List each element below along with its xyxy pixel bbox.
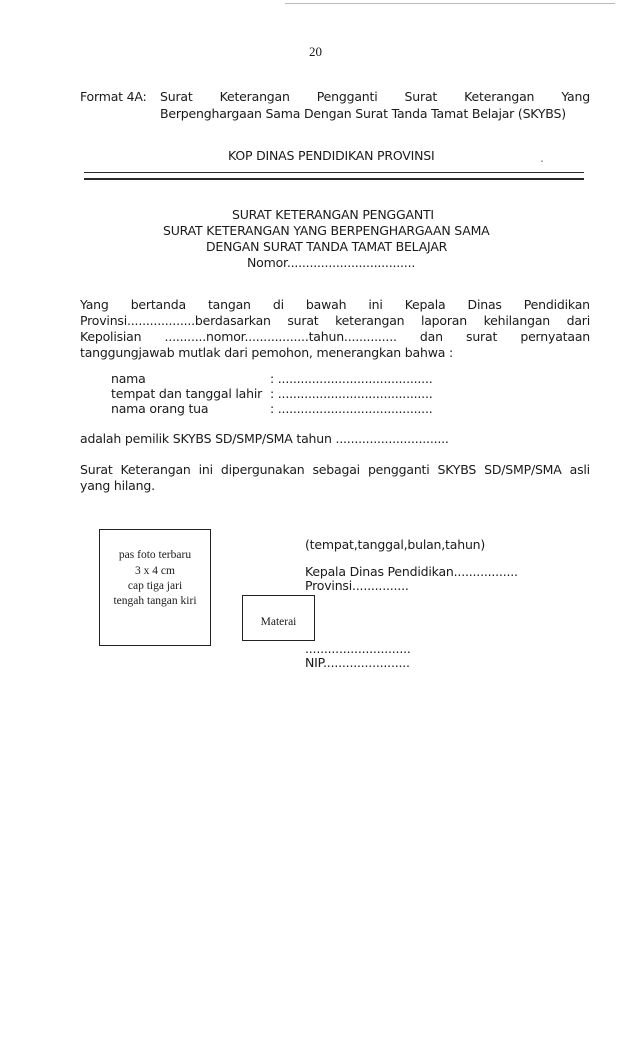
body-word: dan — [419, 329, 443, 344]
body-word: bawah — [305, 297, 347, 312]
body-word: Dinas — [467, 297, 502, 312]
signature-role: Kepala Dinas Pendidikan................. — [305, 564, 518, 579]
photo-box-line4: tengah tangan kiri — [113, 595, 197, 607]
nomor-line: Nomor.................................. — [247, 255, 416, 270]
body-word: laporan — [420, 313, 467, 328]
body-word: tangan — [207, 297, 251, 312]
body-word: ...........nomor.................tahun.............. — [164, 329, 397, 344]
body-word: surat — [287, 313, 319, 328]
body-line2 — [80, 313, 590, 328]
title-line2: SURAT KETERANGAN YANG BERPENGHARGAAN SAMA — [163, 223, 490, 238]
usage-word: ini — [198, 462, 213, 477]
signature-province: Provinsi............... — [305, 578, 409, 593]
field-value-nama: : ......................................... — [270, 371, 433, 386]
photo-box-line2: 3 x 4 cm — [135, 565, 175, 577]
page-number: 20 — [309, 44, 322, 59]
signature-nip: NIP....................... — [305, 655, 410, 670]
format-word: Surat — [160, 89, 193, 104]
usage-line1 — [80, 462, 590, 477]
format-word: Yang — [561, 89, 590, 104]
usage-word: SD/SMP/SMA — [484, 462, 562, 477]
body-word: ini — [368, 297, 383, 312]
body-word: Yang — [80, 297, 109, 312]
signature-place-date: (tempat,tanggal,bulan,tahun) — [305, 537, 486, 552]
format-word: Keterangan — [464, 89, 535, 104]
usage-word: Surat — [80, 462, 113, 477]
usage-word: dipergunakan — [220, 462, 305, 477]
kop-rule-bottom — [84, 178, 584, 180]
field-label-ttl: tempat dan tanggal lahir — [111, 386, 263, 401]
usage-word: Keterangan — [120, 462, 191, 477]
field-label-orangtua: nama orang tua — [111, 401, 209, 416]
kop-rule-top — [84, 172, 584, 173]
body-word: surat — [466, 329, 498, 344]
field-label-nama: nama — [111, 371, 146, 386]
format-word: Surat — [404, 89, 438, 104]
format-title-line2: Berpenghargaan Sama Dengan Surat Tanda Tamat Belajar (SKYBS) — [160, 106, 566, 121]
body-word: keterangan — [335, 313, 405, 328]
body-word: pernyataan — [520, 329, 590, 344]
body-word: Kepala — [404, 297, 446, 312]
materai-box — [242, 595, 315, 641]
signature-name-line: ............................ — [305, 641, 411, 656]
usage-word: SKYBS — [437, 462, 477, 477]
body-line1 — [80, 297, 590, 312]
field-value-ttl: : ......................................... — [270, 386, 433, 401]
format-word: Pengganti — [316, 89, 378, 104]
body-line3 — [80, 329, 590, 344]
usage-word: asli — [569, 462, 590, 477]
photo-box — [99, 529, 211, 646]
format-word: Keterangan — [219, 89, 290, 104]
materai-label: Materai — [260, 616, 297, 628]
photo-box-line1: pas foto terbaru — [118, 549, 192, 561]
kop-stray-mark: . — [540, 150, 544, 165]
title-line1: SURAT KETERANGAN PENGGANTI — [232, 207, 434, 222]
field-value-orangtua: : ......................................... — [270, 401, 433, 416]
kop-heading: KOP DINAS PENDIDIKAN PROVINSI — [228, 148, 435, 163]
usage-word: sebagai — [312, 462, 360, 477]
body-word: di — [272, 297, 284, 312]
format-label: Format 4A: — [80, 89, 147, 104]
photo-box-line3: cap tiga jari — [127, 580, 183, 592]
body-word: Provinsi..................berdasarkan — [80, 313, 271, 328]
usage-line2: yang hilang. — [80, 478, 155, 493]
format-title-line1 — [160, 89, 590, 104]
body-word: dari — [566, 313, 590, 328]
body-word: bertanda — [130, 297, 186, 312]
body-line4: tanggungjawab mutlak dari pemohon, menerangkan bahwa : — [80, 345, 453, 360]
body-word: Kepolisian — [80, 329, 142, 344]
title-line3: DENGAN SURAT TANDA TAMAT BELAJAR — [206, 239, 448, 254]
usage-word: pengganti — [367, 462, 430, 477]
body-word: Pendidikan — [523, 297, 590, 312]
scan-edge-line — [285, 3, 615, 4]
body-word: kehilangan — [483, 313, 551, 328]
owner-line: adalah pemilik SKYBS SD/SMP/SMA tahun .............................. — [80, 431, 449, 446]
